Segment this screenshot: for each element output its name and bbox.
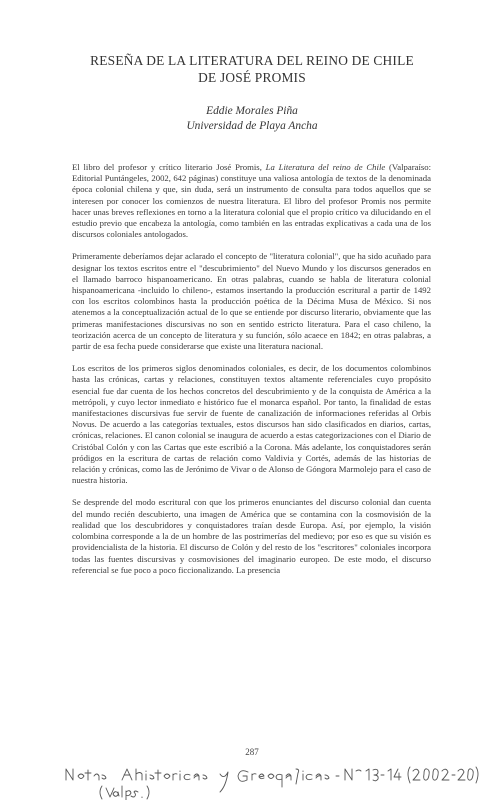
title-line-1: RESEÑA DE LA LITERATURA DEL REINO DE CHILE xyxy=(90,53,414,68)
paragraph-1-rest: (Valparaíso: Editorial Puntángeles, 2002, 642 páginas) constituye una valiosa antología de textos de la denominada época colonial chilena y que, sin duda, será un instrumento de consulta para todos aquellos que se interesen por conocer los comienzos de nuestra literatura. El libro del profesor Promis nos permite hacer unas breves reflexiones en torno a la literatura colonial que el propio crítico va dilucidando en el estudio previo que encabeza la antología, como también en las entradas explicativas a cada una de los discursos coloniales antologados. xyxy=(72,162,431,240)
page-number: 287 xyxy=(245,747,259,757)
author-affiliation: Universidad de Playa Ancha xyxy=(186,120,318,132)
author-block xyxy=(40,104,464,134)
article-body xyxy=(72,162,431,587)
paragraph-2: Primeramente deberíamos dejar aclarado el concepto de "literatura colonial", que ha sido acuñado para designar los textos escritos entre el "descubrimiento" del Nuevo Mundo y los discursos generados en el llamado barroco hispanoamericano. En otras palabras, cuando se habla de literatura colonial hispanoamericana -incluido lo chileno-, estamos insertando la producción escritural a partir de 1492 con los escritos colombinos hasta la producción poética de la Décima Musa de México. Si nos atenemos a la conceptualización actual de lo que se entiende por discurso literario, obviamente que las primeras manifestaciones discursivas no son en sentido estricto literatura. Para el caso chileno, la teorización acerca de un concepto de literatura y su función, sólo acaece en 1842; en otras palabras, a partir de esa fecha puede considerarse que existe una literatura nacional. xyxy=(72,251,431,352)
handwritten-annotation xyxy=(60,766,480,800)
paragraph-1-lead: El libro del profesor y crítico literario José Promis, xyxy=(72,162,266,172)
paragraph-4: Se desprende del modo escritural con que los primeros enunciantes del discurso colonial dan cuenta del mundo recién descubierto, una imagen de América que se contamina con la cosmovisión de la realidad que los descubridores y conquistadores traían desde Europa. Así, por ejemplo, la visión colombina corresponde a la de un hombre de las postrimerías del medievo; por eso es que su visión es providencialista de la historia. El discurso de Colón y del resto de los "escritores" coloniales incorpora todas las fuentes discursivas y cosmovisiones del imaginario europeo. De este modo, el discurso referencial se fue poco a poco ficcionalizando. La presencia xyxy=(72,497,431,575)
paragraph-3: Los escritos de los primeros siglos denominados coloniales, es decir, de los documentos colombinos hasta las crónicas, cartas y relaciones, constituyen textos altamente referenciales cuyo propósito esencial fue dar cuenta de los hechos concretos del descubrimiento y de la conquista de América a la metrópoli, y cuyo lector inmediato e histórico fue el monarca español. Por tanto, la finalidad de estas manifestaciones discursivas fue servir de fuente de canalización de informaciones referidas al Orbis Novus. De acuerdo a las categorías textuales, estos discursos han sido clasificados en diarios, cartas, crónicas, relaciones. El canon colonial se inaugura de acuerdo a estas categorizaciones con el Diario de Cristóbal Colón y con las Cartas que este escribió a la Corona. Más adelante, los conquistadores serán pródigos en la escritura de cartas de relación como Valdivia y Cortés, además de las historias de relación y crónicas, como las de Jerónimo de Vivar o de Alonso de Góngora Marmolejo para el caso de nuestra historia. xyxy=(72,363,431,486)
book-title: La Literatura del reino de Chile xyxy=(265,162,386,172)
paragraph-1 xyxy=(72,162,431,240)
author-name: Eddie Morales Piña xyxy=(206,105,298,117)
article-title xyxy=(40,52,464,86)
title-line-2: DE JOSÉ PROMIS xyxy=(198,70,306,85)
